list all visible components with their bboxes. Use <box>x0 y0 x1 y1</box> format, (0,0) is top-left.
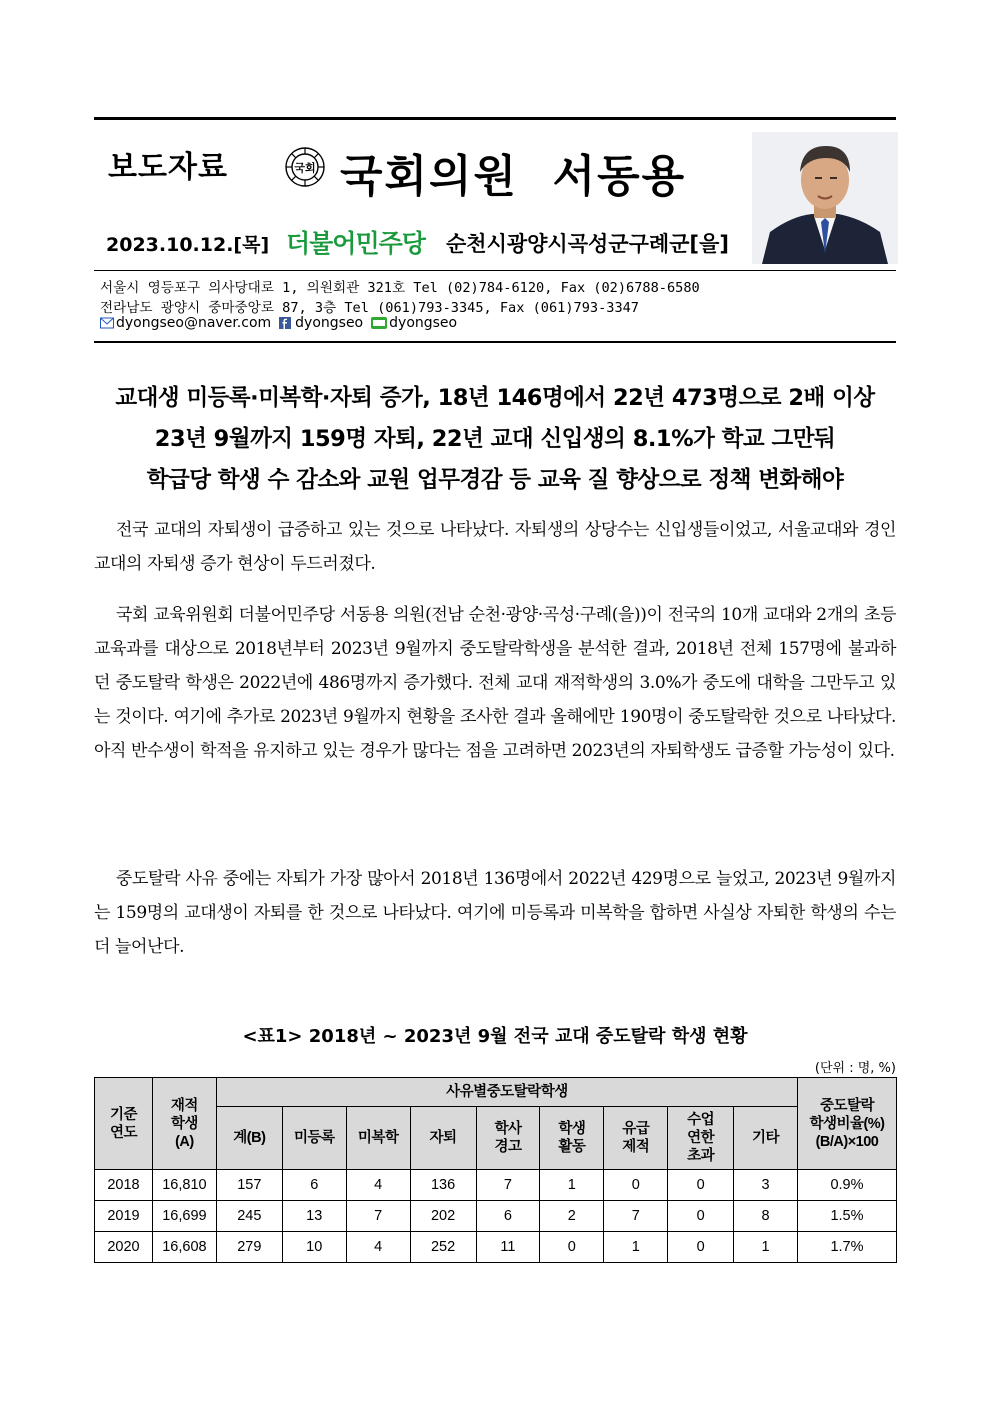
table-cell: 2 <box>540 1201 604 1232</box>
header-year: 기준 연도 <box>95 1078 153 1170</box>
table-cell: 0 <box>668 1170 734 1201</box>
header-student-activity: 학생 활동 <box>540 1107 604 1170</box>
header-unregistered: 미등록 <box>282 1107 346 1170</box>
header-term-exceeded: 수업 연한 초과 <box>668 1107 734 1170</box>
table-cell: 3 <box>734 1170 798 1201</box>
headline-2: 23년 9월까지 159명 자퇴, 22년 교대 신입생의 8.1%가 학교 그만둬 <box>154 426 836 452</box>
email-icon <box>100 317 114 329</box>
header-total: 계(B) <box>216 1107 282 1170</box>
body-paragraph: 국회 교육위원회 더불어민주당 서동용 의원(전남 순천·광양·곡성·구례(을))이 전국의 10개 교대와 2개의 초등교육과를 대상으로 2018년부터 2023년 9월까지 중도탈락학생을 분석한 결과, 2018년 전체 157명에 불과하던 중도탈락 학생은 2022년에 486명까지 증가했다. 전체 교대 재적학생의 3.0%가 중도에 대학을 그만두고 있는 것이다. 여기에 추가로 2023년 9월까지 현황을 조사한 결과 올해에만 190명이 중도탈락한 것으로 나타났다. 아직 반수생이 학적을 유지하고 있는 경우가 많다는 점을 고려하면 2023년의 자퇴학생도 급증할 가능성이 있다. <box>94 605 896 761</box>
table-cell: 157 <box>216 1170 282 1201</box>
release-date: 2023.10.12.[목] <box>106 234 270 256</box>
table-cell: 16,699 <box>152 1201 216 1232</box>
table-cell: 16,810 <box>152 1170 216 1201</box>
blog-icon <box>371 317 387 329</box>
headline-3: 학급당 학생 수 감소와 교원 업무경감 등 교육 질 향상으로 정책 변화해야 <box>146 467 844 493</box>
table-cell: 245 <box>216 1201 282 1232</box>
table-cell: 13 <box>282 1201 346 1232</box>
table-cell: 16,608 <box>152 1232 216 1263</box>
emblem-text: 국회 <box>294 161 316 175</box>
table-unit: (단위 : 명, %) <box>814 1061 896 1076</box>
contact-line <box>100 315 457 331</box>
district-label: 순천시광양시곡성군구례군[을] <box>446 232 729 256</box>
facebook-icon <box>279 317 293 329</box>
table-caption: <표1> 2018년 ~ 2023년 9월 전국 교대 중도탈락 학생 현황 <box>242 1026 748 1047</box>
press-release-label: 보도자료 <box>108 150 228 185</box>
table-cell: 6 <box>282 1170 346 1201</box>
header-reason-group: 사유별중도탈락학생 <box>216 1078 797 1107</box>
table-cell: 8 <box>734 1201 798 1232</box>
header-withdrawal: 자퇴 <box>410 1107 476 1170</box>
table-cell: 0 <box>668 1232 734 1263</box>
table-cell: 0 <box>604 1170 668 1201</box>
table-row <box>95 1170 897 1201</box>
table-cell: 6 <box>476 1201 540 1232</box>
table-cell: 4 <box>346 1170 410 1201</box>
table-cell: 11 <box>476 1232 540 1263</box>
table-row <box>95 1232 897 1263</box>
header-not-returned: 미복학 <box>346 1107 410 1170</box>
table-cell: 10 <box>282 1232 346 1263</box>
table-cell: 7 <box>604 1201 668 1232</box>
body-paragraph: 전국 교대의 자퇴생이 급증하고 있는 것으로 나타났다. 자퇴생의 상당수는 신입생들이었고, 서울교대와 경인교대의 자퇴생 증가 현상이 두드러졌다. <box>94 520 896 574</box>
member-title: 국회의원 서동용 <box>340 151 687 202</box>
table-cell: 0.9% <box>797 1170 896 1201</box>
table-cell: 7 <box>346 1201 410 1232</box>
header-expulsion: 유급 제적 <box>604 1107 668 1170</box>
table-cell: 0 <box>540 1232 604 1263</box>
table-cell: 7 <box>476 1170 540 1201</box>
dropout-table <box>94 1077 897 1263</box>
header-top-rule <box>94 117 896 120</box>
table-cell: 1 <box>734 1232 798 1263</box>
header-bottom-rule <box>94 341 896 343</box>
table-cell: 252 <box>410 1232 476 1263</box>
blog-handle[interactable]: dyongseo <box>389 315 458 331</box>
table-cell: 279 <box>216 1232 282 1263</box>
party-logo: 더불어민주당 <box>286 229 425 258</box>
email-address[interactable]: dyongseo@naver.com <box>116 315 272 331</box>
local-office-address: 전라남도 광양시 중마중앙로 87, 3층 Tel (061)793-3345, Fax (061)793-3347 <box>100 300 639 316</box>
table-cell: 2019 <box>95 1201 153 1232</box>
table-cell: 1 <box>604 1232 668 1263</box>
table-cell: 1.5% <box>797 1201 896 1232</box>
header-other: 기타 <box>734 1107 798 1170</box>
headline-1: 교대생 미등록·미복학·자퇴 증가, 18년 146명에서 22년 473명으로 2배 이상 <box>115 385 875 411</box>
header-middle-rule <box>94 270 896 271</box>
table-row <box>95 1201 897 1232</box>
facebook-handle[interactable]: dyongseo <box>295 315 364 331</box>
member-portrait <box>752 132 898 264</box>
header-dropout-rate: 중도탈락 학생비율(%) (B/A)×100 <box>797 1078 896 1170</box>
table-cell: 136 <box>410 1170 476 1201</box>
table-cell: 2018 <box>95 1170 153 1201</box>
table-cell: 1.7% <box>797 1232 896 1263</box>
header-academic-warning: 학사 경고 <box>476 1107 540 1170</box>
table-cell: 202 <box>410 1201 476 1232</box>
table-cell: 0 <box>668 1201 734 1232</box>
body-paragraph: 중도탈락 사유 중에는 자퇴가 가장 많아서 2018년 136명에서 2022년 429명으로 늘었고, 2023년 9월까지는 159명의 교대생이 자퇴를 한 것으로 나타났다. 여기에 미등록과 미복학을 합하면 사실상 자퇴한 학생의 수는 더 늘어난다. <box>94 869 896 957</box>
table-cell: 4 <box>346 1232 410 1263</box>
seoul-office-address: 서울시 영등포구 의사당대로 1, 의원회관 321호 Tel (02)784-6120, Fax (02)6788-6580 <box>100 280 700 296</box>
table-cell: 2020 <box>95 1232 153 1263</box>
national-assembly-emblem-icon <box>284 146 326 188</box>
header-enrolled: 재적 학생 (A) <box>152 1078 216 1170</box>
table-cell: 1 <box>540 1170 604 1201</box>
